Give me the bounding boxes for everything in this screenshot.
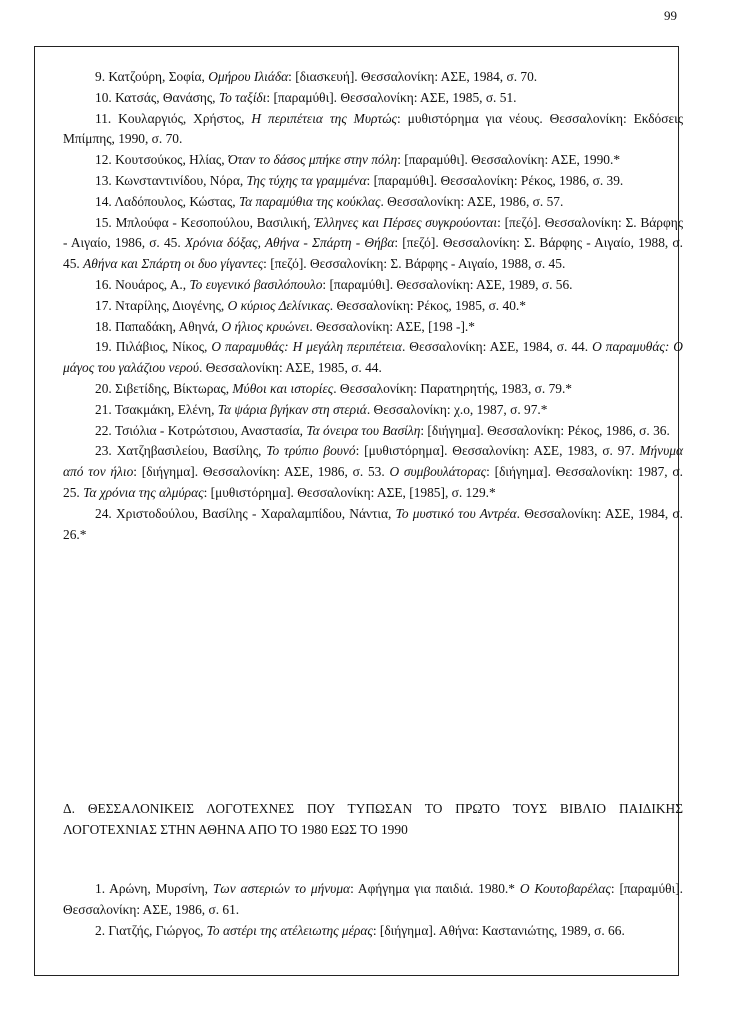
entry-author: 20. Σιβετίδης, Βίκτωρας, bbox=[95, 380, 233, 396]
entry-author: 13. Κωνσταντινίδου, Νόρα, bbox=[95, 172, 247, 188]
bibliography-entry bbox=[63, 213, 683, 275]
entry-author: 10. Κατσάς, Θανάσης, bbox=[95, 89, 219, 105]
bibliography-entry bbox=[63, 150, 683, 171]
page-number: 99 bbox=[664, 8, 677, 23]
entry-author: 2. Γιατζής, Γιώργος, bbox=[95, 922, 207, 938]
entry-details: : [διήγημα]. Θεσσαλονίκη: 1987, σ. 25. bbox=[63, 464, 683, 500]
bibliography-entry bbox=[63, 317, 683, 338]
entry-details: : [διήγημα]. Αθήνα: Καστανιώτης, 1989, σ. 66. bbox=[372, 922, 625, 938]
entry-details: : [παραμύθι]. Θεσσαλονίκη: ΑΣΕ, 1990.* bbox=[397, 152, 621, 168]
bibliography-list bbox=[63, 67, 683, 545]
entry-title: Μύθοι και ιστορίες bbox=[232, 380, 334, 396]
entry-details: : [παραμύθι]. Θεσσαλονίκη: Ρέκος, 1986, σ. 39. bbox=[366, 172, 624, 188]
entry-author: 14. Λαδόπουλος, Κώστας, bbox=[95, 193, 239, 209]
entry-title: Έλληνες και Πέρσες συγκρούονται bbox=[314, 214, 498, 230]
entry-title: Ο παραμυθάς: Η μεγάλη περιπέτεια bbox=[211, 339, 402, 355]
entry-author: 16. Νουάρος, Α., bbox=[95, 276, 190, 292]
bibliography-entry bbox=[63, 88, 683, 109]
bibliography-entry bbox=[63, 921, 683, 942]
entry-title: Όταν το δάσος μπήκε στην πόλη bbox=[227, 152, 398, 168]
bibliography-entry bbox=[63, 379, 683, 400]
entry-details: : [παραμύθι]. Θεσσαλονίκη: ΑΣΕ, 1989, σ. 56. bbox=[322, 276, 573, 292]
bibliography-entry bbox=[63, 296, 683, 317]
entry-details: : [παραμύθι]. Θεσσαλονίκη: ΑΣΕ, 1986, σ. 61. bbox=[63, 881, 684, 917]
bibliography-entry bbox=[63, 400, 683, 421]
entry-details: : [μυθιστόρημα]. Θεσσαλονίκη: ΑΣΕ, 1983, σ. 97. bbox=[355, 443, 640, 459]
entry-title: Ο ήλιος κρυώνει bbox=[221, 318, 310, 334]
bibliography-entry bbox=[63, 421, 683, 442]
entry-title: Ο παραμυθάς: Ο μάγος του γαλάζιου νερού bbox=[63, 339, 683, 376]
entry-details: : [παραμύθι]. Θεσσαλονίκη: ΑΣΕ, 1985, σ. 51. bbox=[266, 89, 517, 105]
bibliography-entry bbox=[63, 171, 683, 192]
entry-title: Ομήρου Ιλιάδα bbox=[208, 69, 289, 84]
entry-title: Ο Κουτοβαρέλας bbox=[519, 881, 611, 896]
entry-title: Των αστεριών το μήνυμα bbox=[212, 881, 351, 896]
entry-title: Ο κύριος Δελίνικας bbox=[227, 297, 330, 313]
entry-details: . Θεσσαλονίκη: ΑΣΕ, 1984, σ. 44. bbox=[401, 339, 593, 355]
entry-author: 19. Πιλάβιος, Νίκος, bbox=[95, 339, 212, 355]
entry-details: : [διασκευή]. Θεσσαλονίκη: ΑΣΕ, 1984, σ. 70. bbox=[288, 69, 538, 84]
entry-author: 22. Τσιόλια - Κοτρώτσιου, Αναστασία, bbox=[95, 422, 307, 438]
bibliography-entry bbox=[63, 441, 683, 503]
entry-details: : μυθιστόρημα για νέους. Θεσσαλονίκη: Εκδόσεις Μπίμπης, 1990, σ. 70. bbox=[63, 110, 684, 147]
entry-details: . Θεσσαλονίκη: χ.ο, 1987, σ. 97.* bbox=[366, 401, 548, 417]
entry-details: . Θεσσαλονίκη: Παρατηρητής, 1983, σ. 79.* bbox=[333, 380, 572, 396]
entry-author: 18. Παπαδάκη, Αθηνά, bbox=[95, 318, 222, 334]
entry-title: Τα παραμύθια της κούκλας bbox=[238, 193, 381, 209]
entry-title: Ο συμβουλάτορας bbox=[389, 464, 487, 480]
entry-author: 11. Κουλαργιός, Χρήστος, bbox=[95, 110, 252, 126]
entry-details: . Θεσσαλονίκη: Ρέκος, 1985, σ. 40.* bbox=[329, 297, 526, 313]
entry-author: 23. Χατζηβασιλείου, Βασίλης, bbox=[95, 443, 267, 459]
entry-title: Το ταξίδι bbox=[218, 89, 267, 105]
entry-author: 24. Χριστοδούλου, Βασίλης - Χαραλαμπίδου, Νάντια, bbox=[95, 505, 396, 521]
bibliography-entry bbox=[63, 275, 683, 296]
entry-title: Το τρύπιο βουνό bbox=[266, 443, 356, 459]
entry-author: 21. Τσακμάκη, Ελένη, bbox=[95, 401, 218, 417]
entry-author: 1. Αρώνη, Μυρσίνη, bbox=[95, 881, 213, 896]
entry-details: : [πεζό]. Θεσσαλονίκη: Σ. Βάρφης - Αιγαίο, 1988, σ. 45. bbox=[263, 256, 566, 272]
entry-details: . Θεσσαλονίκη: ΑΣΕ, [198 -].* bbox=[309, 318, 475, 334]
entry-details: : [μυθιστόρημα]. Θεσσαλονίκη: ΑΣΕ, [1985], σ. 129.* bbox=[203, 484, 496, 500]
entry-author: 15. Μπλούφα - Κεσοπούλου, Βασιλική, bbox=[95, 214, 315, 230]
bibliography-entry bbox=[63, 337, 683, 379]
section-bibliography-list bbox=[63, 879, 683, 941]
entry-title: Αθήνα και Σπάρτη οι δυο γίγαντες bbox=[83, 256, 264, 272]
entry-details: : [διήγημα]. Θεσσαλονίκη: ΑΣΕ, 1986, σ. 53. bbox=[133, 464, 390, 480]
entry-details: : [πεζό]. Θεσσαλονίκη: Σ. Βάρφης - Αιγαίο, 1988, σ. 45. bbox=[63, 235, 683, 272]
bibliography-entry bbox=[63, 67, 683, 88]
entry-title: Μήνυμα από τον ήλιο bbox=[63, 443, 683, 480]
entry-title: Τα χρόνια της αλμύρας bbox=[83, 484, 204, 500]
entry-title: Το ευγενικό βασιλόπουλο bbox=[189, 276, 323, 292]
entry-author: 17. Νταρίλης, Διογένης, bbox=[95, 297, 228, 313]
entry-title: Χρόνια δόξας, Αθήνα - Σπάρτη - Θήβα bbox=[184, 235, 395, 251]
entry-title: Της τύχης τα γραμμένα bbox=[246, 172, 367, 188]
entry-title: Το μυστικό του Αντρέα bbox=[395, 505, 517, 521]
entry-author: 12. Κουτσούκος, Ηλίας, bbox=[95, 152, 228, 168]
entry-title: Τα όνειρα του Βασίλη bbox=[306, 422, 421, 438]
entry-title: Το αστέρι της ατέλειωτης μέρας bbox=[206, 922, 373, 938]
bibliography-entry bbox=[63, 879, 683, 921]
bibliography-entry bbox=[63, 192, 683, 213]
entry-details: . Θεσσαλονίκη: ΑΣΕ, 1985, σ. 44. bbox=[199, 360, 382, 376]
bibliography-entry bbox=[63, 504, 683, 546]
entry-details: . Θεσσαλονίκη: ΑΣΕ, 1984, σ. 26.* bbox=[63, 505, 683, 542]
entry-author: 9. Κατζούρη, Σοφία, bbox=[95, 69, 209, 84]
entry-title: Τα ψάρια βγήκαν στη στεριά bbox=[217, 401, 367, 417]
bibliography-entry bbox=[63, 109, 683, 151]
entry-details: : [πεζό]. Θεσσαλονίκη: Σ. Βάρφης - Αιγαίο, 1986, σ. 45. bbox=[63, 214, 683, 251]
section-heading: Δ. ΘΕΣΣΑΛΟΝΙΚΕΙΣ ΛΟΓΟΤΕΧΝΕΣ ΠΟΥ ΤΥΠΩΣΑΝ ΤΟ ΠΡΩΤΟ ΤΟΥΣ ΒΙΒΛΙΟ ΠΑΙΔΙΚΗΣ ΛΟΓΟΤΕΧΝΙΑΣ ΣΤΗΝ ΑΘΗΝΑ ΑΠΟ ΤΟ 1980 ΕΩΣ ΤΟ 1990 bbox=[63, 801, 683, 837]
entry-details: : [διήγημα]. Θεσσαλονίκη: Ρέκος, 1986, σ. 36. bbox=[420, 422, 670, 438]
entry-details: : Αφήγημα για παιδιά. 1980.* bbox=[350, 881, 520, 896]
entry-title: Η περιπέτεια της Μυρτώς bbox=[251, 110, 397, 126]
entry-details: . Θεσσαλονίκη: ΑΣΕ, 1986, σ. 57. bbox=[380, 193, 564, 209]
page-frame bbox=[34, 46, 684, 976]
